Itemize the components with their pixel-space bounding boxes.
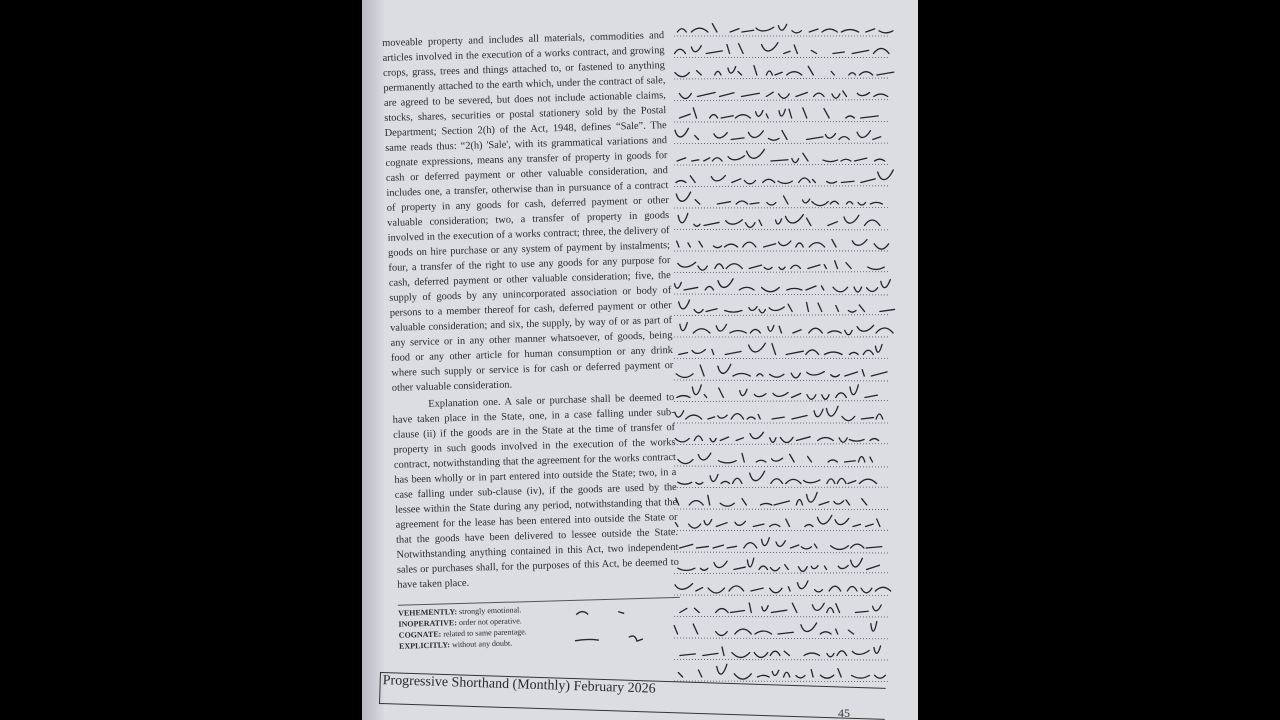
shorthand-line xyxy=(678,471,877,484)
glossary-term: VEHEMENTLY: xyxy=(397,607,458,618)
ruled-dotted-line xyxy=(674,164,888,165)
ruled-dotted-line xyxy=(674,315,888,316)
page-number: 45 xyxy=(838,706,850,720)
shorthand-line xyxy=(680,323,893,335)
ruled-dotted-line xyxy=(674,272,888,273)
shorthand-line xyxy=(678,261,884,270)
shorthand-line xyxy=(675,406,883,420)
glossary-term: INOPERATIVE: xyxy=(398,618,458,629)
glossary-term: COGNATE: xyxy=(398,629,442,640)
shorthand-line xyxy=(677,239,889,249)
shorthand-line xyxy=(678,453,873,464)
page-gutter-shadow xyxy=(362,0,384,720)
shorthand-line xyxy=(679,91,887,99)
shorthand-line xyxy=(680,538,882,550)
shorthand-line xyxy=(677,24,893,33)
ruled-dotted-line xyxy=(674,444,888,445)
body-paragraph-2: Explanation one. A sale or purchase shall be deemed to have taken place in the State, one, in a case falling under sub-clause (ii) if the goods are in the State at the time of transfer of property in such goods involved in the execution of the works contract, notwithstanding that the agreement for the works contract has been wholly or in part entered into outside the State; two, in a case falling under sub-clause (iv), if the goods are used by the lessee within the State during any period, notwithstanding that the agreement for the lease has been entered into outside the State or that the goods have been delivered to lessee outside the State. Notwithstanding anything contained in this Act, two independent sales or purchases shall, for the purposes of this Act, be deemed to have taken place. xyxy=(392,391,679,591)
ruled-dotted-line xyxy=(674,100,888,101)
ruled-dotted-line xyxy=(674,294,888,295)
shorthand-line xyxy=(676,170,893,184)
glossary-definition: without any doubt. xyxy=(451,638,513,650)
shorthand-line xyxy=(676,492,867,506)
ruled-dotted-line xyxy=(674,466,888,467)
shorthand-line xyxy=(674,279,890,292)
shorthand-line xyxy=(678,213,880,227)
shorthand-line xyxy=(679,300,895,313)
shorthand-line xyxy=(676,192,882,206)
ruled-dotted-line xyxy=(674,573,888,574)
shorthand-line xyxy=(674,622,877,636)
shorthand-line xyxy=(675,66,894,77)
ruled-dotted-line xyxy=(674,638,888,639)
footer-title: Progressive Shorthand (Monthly) February 2026 xyxy=(382,673,656,697)
longhand-text-column xyxy=(382,28,681,664)
shorthand-line xyxy=(675,515,880,528)
ruled-dotted-line xyxy=(674,186,888,187)
shorthand-line xyxy=(675,43,889,54)
ruled-dotted-line xyxy=(674,401,888,402)
shorthand-line xyxy=(677,385,878,399)
glossary-term: EXPLICITLY: xyxy=(398,640,451,651)
glossary-definition: order not operative. xyxy=(458,616,522,628)
body-paragraph-1: moveable property and includes all materials, commodities and articles involved in the execution of a works contract, and growing crops, grass, trees and things attached to, or fastened to anything permanently attached to the earth which, under the contract of sale, are agreed to be severed, but does not include actionable claims, stocks, shares, securities or postal stationery sold by the Postal Department; Section 2(h) of the Act, 1948, defines “Sale”. The same reads thus: “2(h) 'Sale', with its grammatical variations and cognate expressions, means any transfer of property in goods for cash or deferred payment or other valuable consideration, and includes one, a transfer, otherwise than in pursuance of a contract of property in any goods for cash, deferred payment or other valuable consideration; two, a transfer of property in goods involved in the execution of a works contract; three, the delivery of goods on hire purchase or any system of payment by instalments; four, a transfer of the right to use any goods for any purpose for cash, deferred payment or other valuable consideration; five, the supply of goods by any unincorporated association or body of persons to a member thereof for cash, deferred payment or other valuable consideration; and six, the supply, by way of or as part of any service or in any other manner whatsoever, of goods, being food or any other article for human consumption or any drink where such supply or service is for cash or deferred payment or other valuable consideration. xyxy=(382,30,674,394)
ruled-dotted-line xyxy=(674,78,888,79)
shorthand-line xyxy=(680,646,881,657)
shorthand-line xyxy=(675,128,881,140)
shorthand-line xyxy=(675,432,878,442)
glossary-definition: strongly emotional. xyxy=(458,605,522,617)
shorthand-line xyxy=(675,581,891,593)
book-page xyxy=(362,0,918,720)
ruled-dotted-line xyxy=(674,595,888,596)
shorthand-line xyxy=(677,149,885,162)
shorthand-strokes xyxy=(666,10,896,700)
ruled-dotted-line xyxy=(674,552,888,553)
shorthand-line xyxy=(678,558,880,571)
ruled-dotted-line xyxy=(674,660,888,661)
shorthand-transcription-column xyxy=(666,10,896,700)
glossary-shorthand-outlines xyxy=(568,602,679,655)
glossary xyxy=(398,597,682,664)
glossary-definition: related to same parentage. xyxy=(443,627,527,639)
shorthand-line xyxy=(679,108,878,118)
ruled-dotted-line xyxy=(674,380,888,381)
shorthand-line xyxy=(678,664,885,679)
shorthand-line xyxy=(680,603,881,613)
shorthand-line xyxy=(679,343,882,354)
shorthand-line xyxy=(676,364,887,378)
